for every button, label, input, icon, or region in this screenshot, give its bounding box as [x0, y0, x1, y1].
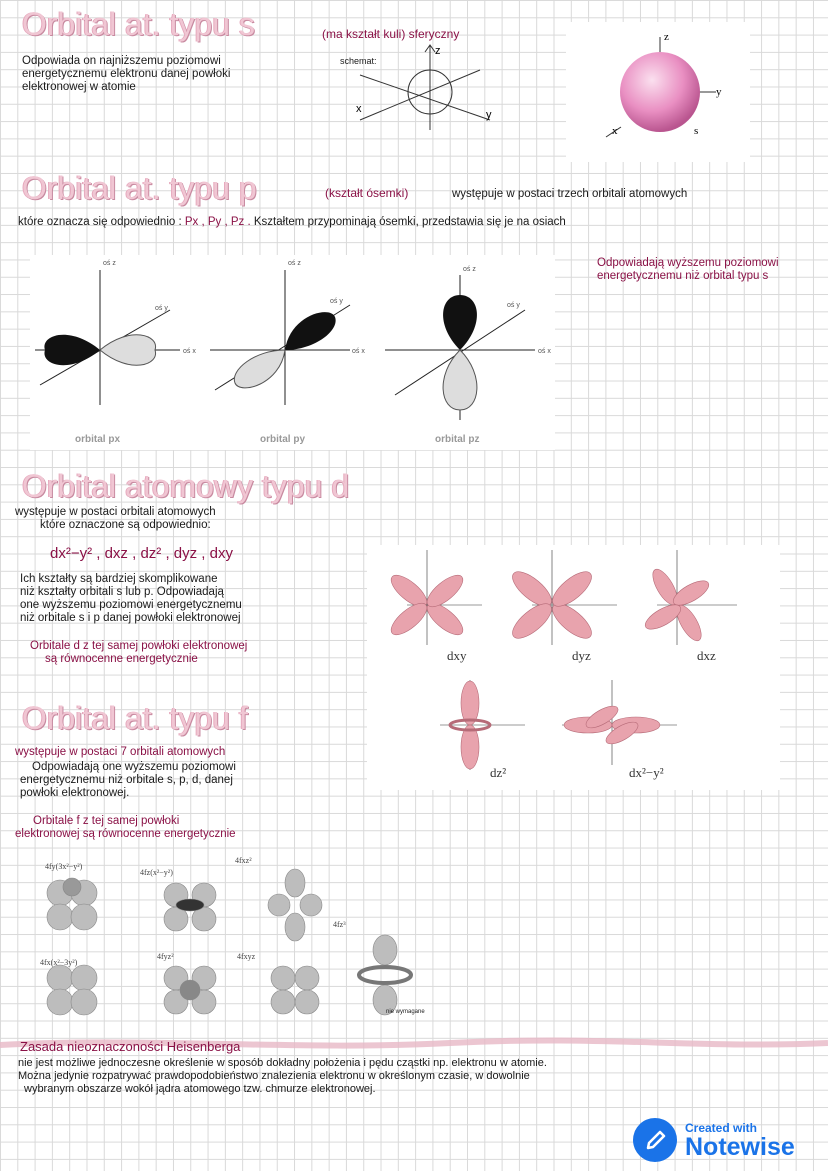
orbital-dx2y2: [562, 680, 677, 765]
svg-text:orbital py: orbital py: [260, 434, 306, 445]
s-description: [22, 55, 230, 94]
orbital-py: [210, 260, 365, 445]
orbital-dyz: [507, 550, 617, 645]
svg-text:4fz³: 4fz³: [333, 920, 346, 929]
text-line: energetycznemu niż orbitale s, p, d, danej: [20, 774, 233, 786]
branding-line1: Created with: [685, 1121, 758, 1135]
text-line: powłoki elektronowej.: [20, 787, 130, 799]
notewise-branding: [633, 1118, 795, 1162]
svg-text:oś y: oś y: [330, 298, 343, 305]
p-symbols: Px , Py , Pz .: [184, 216, 251, 228]
text-line: one wyższemu poziomowi energetycznemu: [20, 599, 242, 611]
p-line2: [18, 216, 566, 229]
text-line: energetycznemu niż orbital typu s: [597, 270, 769, 282]
text: które oznacza się odpowiednio :: [18, 216, 182, 228]
svg-text:orbital px: orbital px: [75, 434, 121, 445]
text: Kształtem przypominają ósemki, przedstawia się je na osiach: [253, 216, 566, 228]
f-note: [15, 815, 236, 841]
text-line: występuje w postaci orbitali atomowych: [15, 506, 216, 518]
d-formula: dx²−y² , dxz , dz² , dyz , dxy: [50, 545, 233, 562]
d-title: Orbital atomowy typu d: [22, 468, 350, 504]
d-intro: [15, 506, 216, 532]
svg-text:4fxyz: 4fxyz: [237, 952, 256, 961]
svg-text:orbital pz: orbital pz: [435, 434, 480, 445]
caption-dx2y2: dx²−y²: [629, 765, 664, 780]
orbital-dxz: [642, 550, 737, 645]
text-line: Odpowiada on najniższemu poziomowi: [22, 55, 221, 67]
svg-text:s: s: [694, 125, 699, 137]
p-note: [597, 257, 779, 283]
heisenberg-text: [18, 1057, 547, 1096]
svg-text:oś x: oś x: [352, 348, 365, 355]
orbital-px: [35, 260, 196, 445]
p-subtitle: (kształt ósemki): [325, 186, 409, 200]
svg-text:oś y: oś y: [155, 305, 168, 312]
d-paragraph: [20, 573, 242, 625]
text-line: które oznaczone są odpowiednio:: [40, 519, 211, 531]
d-orbitals-image: [367, 545, 780, 790]
p-title: Orbital at. typu p: [22, 170, 257, 206]
text-line: wybranym obszarze wokół jądra atomowego tzw. chmurze elektronowej.: [24, 1083, 376, 1095]
svg-text:oś z: oś z: [103, 260, 116, 267]
text-line: Odpowiadają one wyższemu poziomowi: [32, 761, 236, 773]
not-required-label: nie wymagane: [386, 1009, 425, 1015]
s-schema-diagram: [340, 40, 510, 130]
text-line: elektronowej w atomie: [22, 81, 136, 93]
orbital-dxy: [386, 550, 482, 645]
s-title: Orbital at. typu s: [22, 6, 255, 42]
schema-label: schemat:: [340, 56, 377, 66]
svg-text:oś z: oś z: [288, 260, 301, 267]
text-line: niż kształty orbitali s lub p. Odpowiadają: [20, 586, 224, 598]
svg-text:oś z: oś z: [463, 266, 476, 273]
svg-text:oś x: oś x: [538, 348, 551, 355]
f-title: Orbital at. typu f: [22, 700, 248, 736]
heisenberg-title: Zasada nieoznaczoności Heisenberga: [20, 1039, 241, 1054]
caption-dxy: dxy: [447, 648, 467, 663]
svg-text:z: z: [664, 31, 669, 43]
svg-text:4fxz²: 4fxz²: [235, 856, 252, 865]
p-line1: występuje w postaci trzech orbitali atomowych: [452, 188, 688, 200]
svg-text:4fx(x²−3y²): 4fx(x²−3y²): [40, 958, 78, 967]
axis-y-label: y: [486, 109, 492, 121]
text-line: Można jedynie rozpatrywać prawdopodobieństwo znalezienia elektronu w określonym czasie, w dowolnie: [18, 1070, 530, 1082]
text-line: Orbitale f z tej samej powłoki: [33, 815, 180, 827]
branding-name: Notewise: [685, 1133, 795, 1161]
svg-text:y: y: [716, 86, 722, 98]
f-orbitals-image: [30, 855, 450, 1030]
s-subtitle: (ma kształt kuli) sferyczny: [322, 27, 460, 41]
caption-dyz: dyz: [572, 648, 591, 663]
text-line: Orbitale d z tej samej powłoki elektronowej: [30, 640, 248, 652]
orbital-dz2: [440, 680, 525, 770]
caption-dz2: dz²: [490, 765, 507, 780]
svg-text:oś y: oś y: [507, 302, 520, 309]
p-orbitals-image: [30, 255, 555, 450]
text-line: Ich kształty są bardziej skomplikowane: [20, 573, 218, 585]
f-intro: występuje w postaci 7 orbitali atomowych: [15, 746, 226, 758]
orbital-pz: [385, 266, 551, 445]
text-line: są równocenne energetycznie: [45, 653, 198, 665]
svg-text:x: x: [612, 125, 618, 137]
s-orbital-image: [566, 22, 750, 162]
axis-z-label: z: [435, 45, 441, 57]
axis-x-label: x: [356, 103, 362, 115]
text-line: Odpowiadają wyższemu poziomowi: [597, 257, 779, 269]
svg-text:oś x: oś x: [183, 348, 196, 355]
text-line: elektronowej są równocenne energetycznie: [15, 828, 236, 840]
pencil-icon: [633, 1118, 677, 1162]
text-line: nie jest możliwe jednoczesne określenie w sposób dokładny położenia i pędu cząstki np. elektronu w atomie.: [18, 1057, 547, 1069]
svg-text:4fy(3x²−y²): 4fy(3x²−y²): [45, 862, 83, 871]
svg-text:4fz(x²−y²): 4fz(x²−y²): [140, 868, 173, 877]
text-line: niż orbitale s i p danej powłoki elektronowej: [20, 612, 241, 624]
caption-dxz: dxz: [697, 648, 716, 663]
f-paragraph: [20, 761, 236, 800]
svg-text:4fyz²: 4fyz²: [157, 952, 174, 961]
d-note: [30, 640, 247, 666]
s-sphere: [620, 52, 700, 132]
text-line: energetycznemu elektronu danej powłoki: [22, 68, 231, 80]
